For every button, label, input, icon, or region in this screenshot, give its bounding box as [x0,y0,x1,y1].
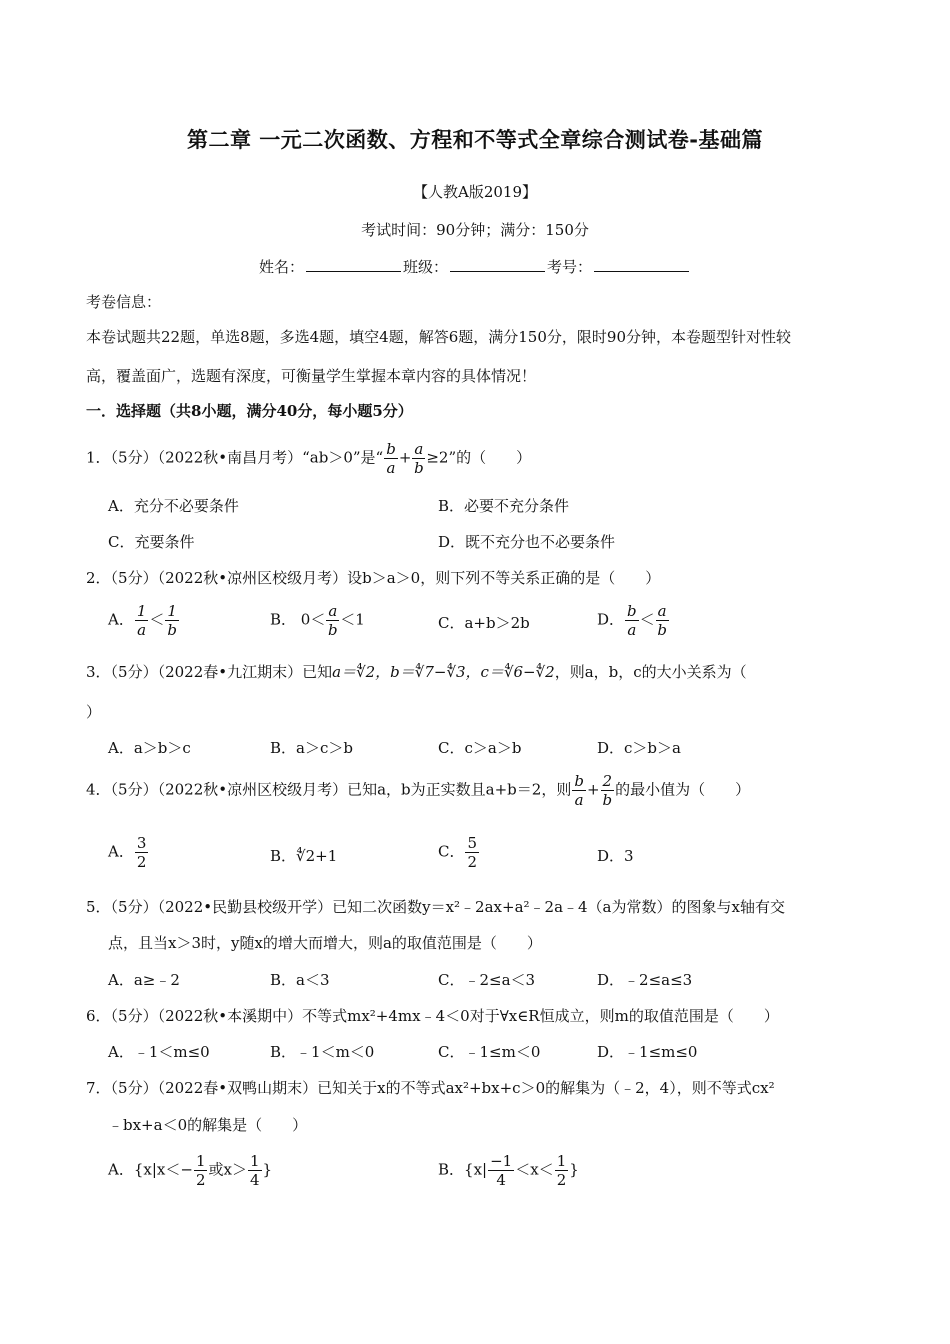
q6-option-d[interactable]: D．﹣1≤m≤0 [597,1043,698,1061]
info-line-2: 高，覆盖面广，选题有深度，可衡量学生掌握本章内容的具体情况！ [86,367,537,385]
q5-option-c[interactable]: C．﹣2≤a＜3 [438,971,536,989]
student-info-row [0,256,950,277]
info-line-1: 本卷试题共22题，单选8题，多选4题，填空4题，解答6题，满分150分，限时90分钟，本卷题型针对性较 [86,328,791,346]
id-label: 考号： [547,258,593,276]
name-label: 姓名： [258,258,304,276]
q1-option-c[interactable]: C．充要条件 [108,533,195,551]
question-5-line-2: 点，且当x＞3时，y随x的增大而增大，则a的取值范围是（ ） [108,934,542,952]
q7-option-b[interactable]: B．{x| $\frac{-1}{4}$ ＜x＜ $\frac{1}{2}$ } [438,1152,579,1189]
q3-option-a[interactable]: A．a＞b＞c [108,739,191,757]
info-title: 考卷信息： [86,293,162,311]
name-blank[interactable] [306,257,401,272]
exam-time-info: 考试时间：90分钟；满分：150分 [361,221,589,239]
q1-option-a[interactable]: A．充分不必要条件 [108,497,239,515]
q5-option-a[interactable]: A．a≥﹣2 [108,971,180,989]
q1-suffix: ≥2”的（ ） [426,448,532,467]
q4-option-c[interactable]: C． $\frac{5}{2}$ [438,834,478,871]
q1-frac-a-b: $\frac{a}{b}$ [414,440,424,477]
question-1: 1．（5分）（2022秋•南昌月考）“ab＞0”是“ $\frac{b}{a}$ + $\frac{a}{b}$ ≥2”的（ ） [86,440,532,477]
question-2: 2．（5分）（2022秋•凉州区校级月考）设b＞a＞0，则下列不等关系正确的是（ ） [86,569,661,587]
q3-option-c[interactable]: C．c＞a＞b [438,739,522,757]
q1-prefix: 1．（5分）（2022秋•南昌月考）“ab＞0”是“ [86,448,384,467]
q1-option-d[interactable]: D．既不充分也不必要条件 [438,533,616,551]
question-7-line-1: 7．（5分）（2022春•双鸭山期末）已知关于x的不等式ax²+bx+c＞0的解集为（﹣2，4），则不等式cx² [86,1079,775,1097]
question-7-line-2: ﹣bx+a＜0的解集是（ ） [108,1116,308,1134]
q7-option-a[interactable]: A．{x|x＜− $\frac{1}{2}$ 或x＞ $\frac{1}{4}$ } [108,1152,273,1189]
q1-frac-b-a: $\frac{b}{a}$ [386,440,396,477]
q3-option-d[interactable]: D．c＞b＞a [597,739,681,757]
q5-option-b[interactable]: B．a＜3 [270,971,330,989]
question-3-line-2: ） [86,703,102,721]
question-5-line-1: 5．（5分）（2022•民勤县校级开学）已知二次函数y＝x²﹣2ax+a²﹣2a﹣4（a为常数）的图象与x轴有交 [86,898,785,916]
q5-option-d[interactable]: D．﹣2≤a≤3 [597,971,693,989]
q4-option-a[interactable]: A． $\frac{3}{2}$ [108,834,147,871]
question-6: 6．（5分）（2022秋•本溪期中）不等式mx²+4mx﹣4＜0对于∀x∈R恒成立，则m的取值范围是（ ） [86,1007,779,1025]
q4-option-b[interactable]: B．∜2+1 [270,847,338,865]
edition-label: 【人教A版2019】 [412,183,537,201]
id-blank[interactable] [594,257,689,272]
q6-option-b[interactable]: B．﹣1＜m＜0 [270,1043,375,1061]
class-blank[interactable] [450,257,545,272]
class-label: 班级： [402,258,448,276]
q3-option-b[interactable]: B．a＞c＞b [270,739,353,757]
question-4: 4．（5分）（2022秋•凉州区校级月考）已知a，b为正实数且a+b＝2，则 $\frac{b}{a}$ + $\frac{2}{b}$ 的最小值为（ ） [86,772,751,809]
q4-option-d[interactable]: D．3 [597,847,634,865]
section-heading: 一．选择题（共8小题，满分40分，每小题5分） [86,402,413,420]
q2-option-b[interactable]: B． 0＜ $\frac{a}{b}$ ＜1 [270,602,365,639]
q6-option-c[interactable]: C．﹣1≤m＜0 [438,1043,541,1061]
q3-expression: a＝∜2，b＝∜7−∜3，c＝∜6−∜2 [332,663,555,681]
exam-title: 第二章 一元二次函数、方程和不等式全章综合测试卷-基础篇 [186,128,764,152]
q1-option-b[interactable]: B．必要不充分条件 [438,497,570,515]
q2-option-c[interactable]: C．a+b＞2b [438,614,530,632]
q2-option-a[interactable]: A． $\frac{1}{a}$ ＜ $\frac{1}{b}$ [108,602,177,639]
question-3: 3．（5分）（2022春•九江期末）已知a＝∜2，b＝∜7−∜3，c＝∜6−∜2，则a，b，c的大小关系为（ [86,663,747,681]
q2-option-d[interactable]: D． $\frac{b}{a}$ ＜ $\frac{a}{b}$ [597,602,667,639]
q6-option-a[interactable]: A．﹣1＜m≤0 [108,1043,210,1061]
